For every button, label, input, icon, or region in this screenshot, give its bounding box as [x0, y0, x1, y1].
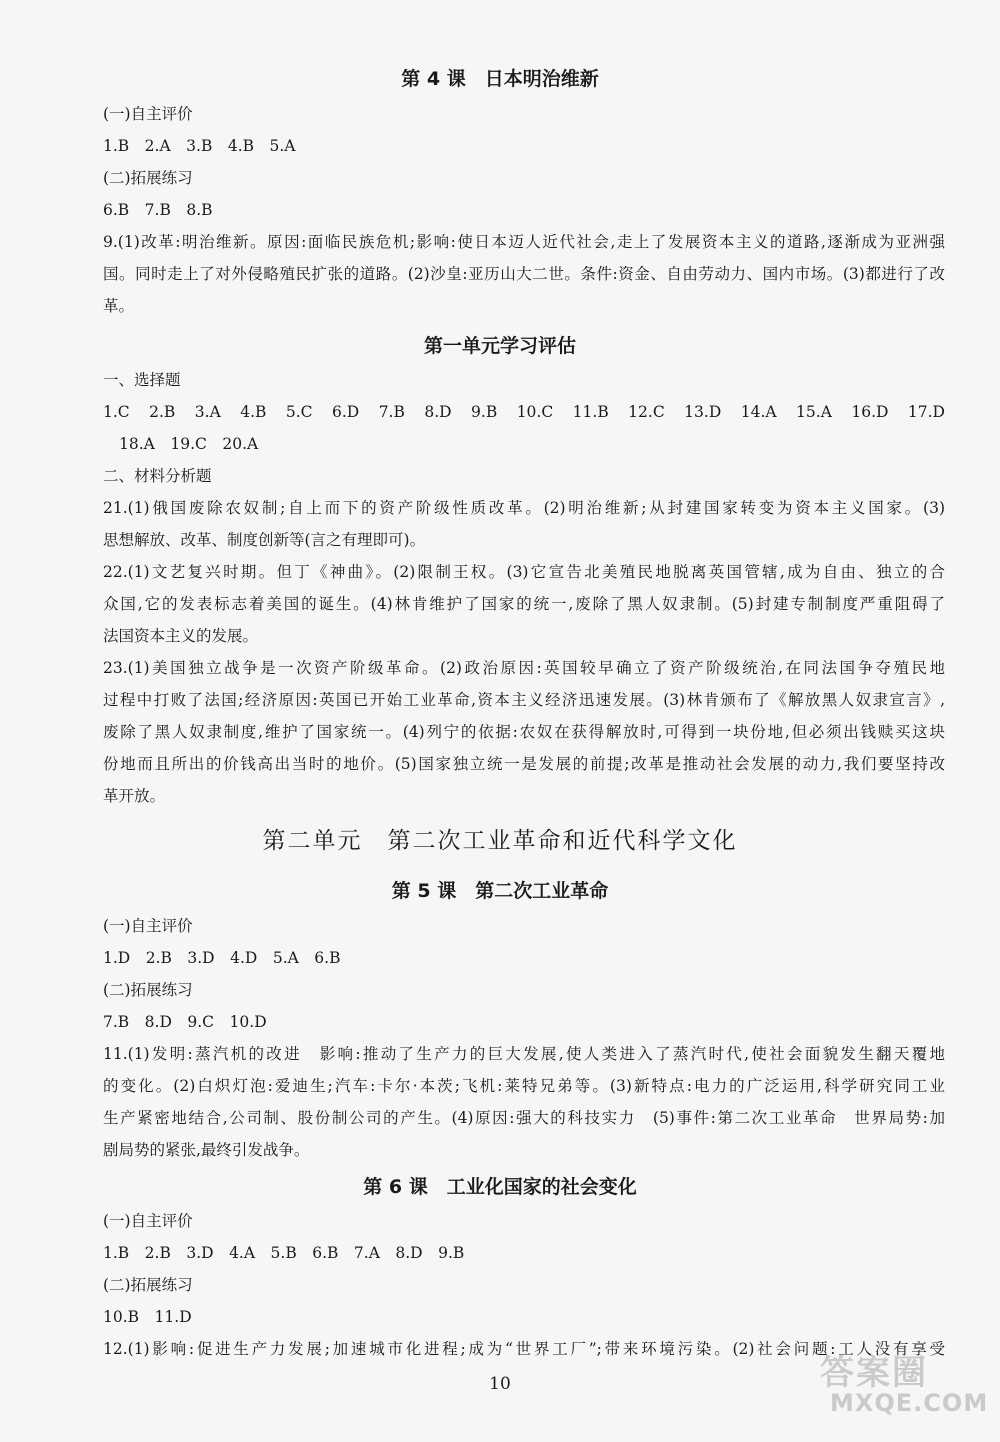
text-line: 过程中打败了法国;经济原因:英国已开始工业革命,资本主义经济迅速发展。(3)林肯颁布了《解放黑人奴隶宣言》, [103, 691, 945, 709]
lesson-5-part2-answers: 7.B 8.D 9.C 10.D [103, 1013, 267, 1031]
lesson-4-part1-answers: 1.B 2.A 3.B 4.B 5.A [103, 137, 296, 155]
text-line: 22.(1)文艺复兴时期。但丁《神曲》。(2)限制王权。(3)它宣告北美殖民地脱离英国管辖,成为自由、独立的合 [103, 563, 945, 581]
text-line: 18.A 19.C 20.A [119, 435, 259, 453]
lesson-4-title: 第 4 课 日本明治维新 [401, 68, 599, 90]
lesson-4-part2-label: (二)拓展练习 [103, 169, 193, 187]
text-line: 9.(1)改革:明治维新。原因:面临民族危机;影响:使日本迈人近代社会,走上了发展资本主义的道路,逐渐成为亚洲强 [103, 233, 945, 251]
lesson-4-part2-answers: 6.B 7.B 8.B [103, 201, 213, 219]
lesson-4-question-9 [103, 231, 945, 327]
unit-2-title: 第二单元 第二次工业革命和近代科学文化 [262, 828, 738, 854]
text-line: 法国资本主义的发展。 [103, 627, 259, 645]
lesson-5-part2-label: (二)拓展练习 [103, 981, 193, 999]
text-line: 革开放。 [103, 787, 166, 805]
lesson-6-part1-answers: 1.B 2.B 3.D 4.A 5.B 6.B 7.A 8.D 9.B [103, 1244, 465, 1262]
text-line: 剧局势的紧张,最终引发战争。 [103, 1141, 310, 1159]
question-22 [103, 561, 945, 657]
text-line: 生产紧密地结合,公司制、股份制公司的产生。(4)原因:强大的科技实力 (5)事件:第二次工业革命 世界局势:加 [103, 1109, 945, 1127]
lesson-5-part1-answers: 1.D 2.B 3.D 4.D 5.A 6.B [103, 949, 341, 967]
lesson-6-title: 第 6 课 工业化国家的社会变化 [363, 1176, 637, 1198]
section-1-answers [103, 401, 945, 465]
text-line: 革。 [103, 297, 135, 315]
section-2-label: 二、材料分析题 [103, 467, 212, 485]
question-21 [103, 497, 945, 561]
lesson-6-part1-label: (一)自主评价 [103, 1212, 193, 1230]
lesson-4-part1-label: (一)自主评价 [103, 105, 193, 123]
lesson-6-part2-label: (二)拓展练习 [103, 1276, 193, 1294]
text-line: 国。同时走上了对外侵略殖民扩张的道路。(2)沙皇:亚历山大二世。条件:资金、自由劳动力、国内市场。(3)都进行了改 [103, 265, 945, 283]
text-line: 的变化。(2)白炽灯泡:爱迪生;汽车:卡尔·本茨;飞机:莱特兄弟等。(3)新特点:电力的广泛运用,科学研究同工业 [103, 1077, 945, 1095]
lesson-5-part1-label: (一)自主评价 [103, 917, 193, 935]
text-line: 份地而且所出的价钱高出当时的地价。(5)国家独立统一是发展的前提;改革是推动社会发展的动力,我们要坚持改 [103, 755, 945, 773]
watermark-line-2: MXQE.COM [830, 1389, 989, 1417]
text-line: 12.(1)影响:促进生产力发展;加速城市化进程;成为“世界工厂”;带来环境污染。(2)社会问题:工人没有享受 [103, 1340, 945, 1358]
page-number: 10 [489, 1374, 511, 1394]
question-11 [103, 1043, 945, 1171]
lesson-5-title: 第 5 课 第二次工业革命 [391, 880, 609, 902]
lesson-6-part2-answers: 10.B 11.D [103, 1308, 192, 1326]
text-line: 23.(1)美国独立战争是一次资产阶级革命。(2)政治原因:英国较早确立了资产阶级统治,在同法国争夺殖民地 [103, 659, 945, 677]
text-line: 11.(1)发明:蒸汽机的改进 影响:推动了生产力的巨大发展,使人类进入了蒸汽时代,使社会面貌发生翻天覆地 [103, 1045, 945, 1063]
question-23 [103, 657, 945, 817]
text-line: 废除了黑人奴隶制度,维护了国家统一。(4)列宁的依据:农奴在获得解放时,可得到一块份地,但必须出钱赎买这块 [103, 723, 945, 741]
watermark-logo [800, 1345, 989, 1425]
watermark-line-1: 答案圈 [820, 1353, 928, 1393]
text-line: 思想解放、改革、制度创新等(言之有理即可)。 [103, 531, 426, 549]
text-line: 21.(1)俄国废除农奴制;自上而下的资产阶级性质改革。(2)明治维新;从封建国家转变为资本主义国家。(3) [103, 499, 945, 517]
text-line: 众国,它的发表标志着美国的诞生。(4)林肯维护了国家的统一,废除了黑人奴隶制。(5)封建专制制度严重阻碍了 [103, 595, 945, 613]
unit-1-eval-title: 第一单元学习评估 [423, 335, 576, 357]
section-1-label: 一、选择题 [103, 371, 181, 389]
text-line: 1.C 2.B 3.A 4.B 5.C 6.D 7.B 8.D 9.B 10.C 11.B 12.C 13.D 14.A 15.A 16.D 17.D [103, 403, 945, 421]
